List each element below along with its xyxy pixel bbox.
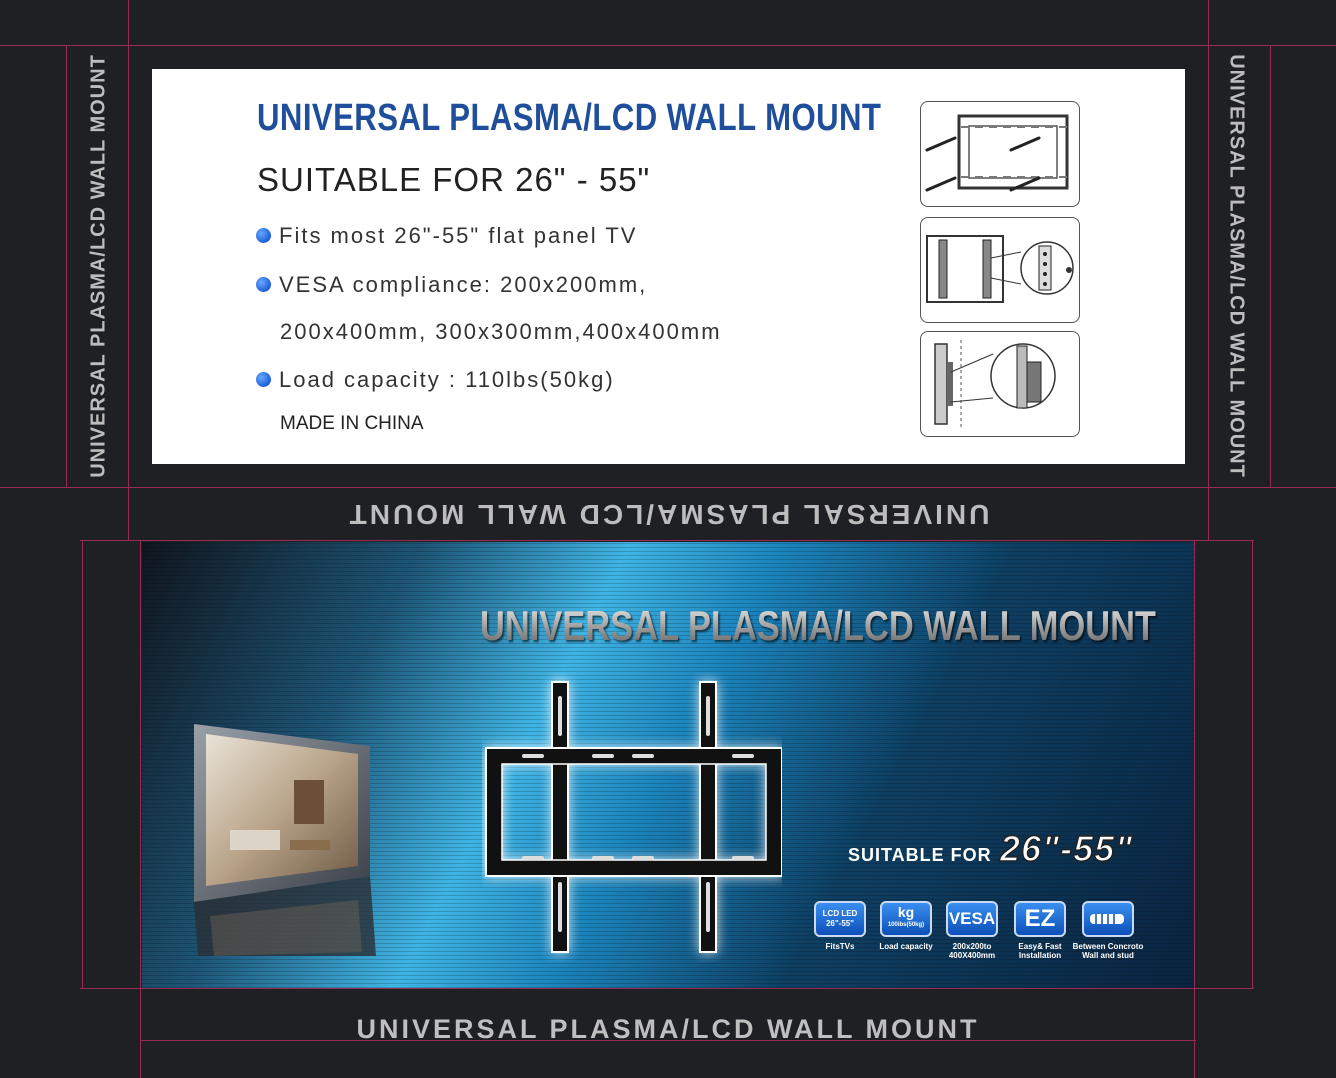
tv-image-icon [190, 720, 390, 960]
easy-install-icon: EZ [1014, 901, 1066, 937]
fold-line [1270, 45, 1271, 487]
side-view-diagram-icon [921, 332, 1079, 436]
bullet-icon [256, 372, 271, 387]
feature-caption: Load capacity [879, 942, 933, 951]
wall-mount-bracket-icon [482, 672, 782, 962]
front-title: UNIVERSAL PLASMA/LCD WALL MOUNT [480, 602, 1157, 649]
front-panel [142, 542, 1194, 988]
feature-item-continued: 200x400mm, 300x300mm,400x400mm [280, 319, 722, 344]
fold-line [1252, 540, 1253, 988]
wall-plate-diagram-icon [921, 102, 1079, 206]
lcd-led-size-icon: LCD LED 26"-55" [814, 901, 866, 937]
install-diagram-screws [920, 101, 1080, 207]
fold-line [140, 540, 141, 1078]
bracket-diagram-icon [921, 218, 1079, 322]
install-diagram-side-view [920, 331, 1080, 437]
bullet-icon [256, 277, 271, 292]
size-range-label: 26"-55" [1000, 828, 1134, 869]
feature-caption: Between Concroto Wall and stud [1072, 942, 1144, 960]
wall-anchor-screw-icon [1082, 901, 1134, 937]
fold-line [1194, 540, 1195, 1078]
feature-caption: FitsTVs [825, 942, 855, 951]
bullet-icon [256, 228, 271, 243]
feature-item: Load capacity : 110lbs(50kg) [256, 367, 615, 393]
feature-caption: Easy& Fast Installation [1018, 942, 1062, 960]
fold-line [0, 45, 1336, 46]
weight-kg-icon: kg 100ibs(50kg) [880, 901, 932, 937]
suitable-for-label: SUITABLE FOR [848, 845, 992, 865]
info-panel [152, 69, 1185, 464]
made-in-label: MADE IN CHINA [280, 413, 424, 434]
side-label-right: UNIVERSAL PLASMA/LCD WALL MOUNT [1225, 54, 1248, 478]
bottom-flap-label: UNIVERSAL PLASMA/LCD WALL MOUNT [356, 1014, 980, 1044]
side-label-left: UNIVERSAL PLASMA/LCD WALL MOUNT [87, 54, 110, 478]
fold-line [128, 0, 129, 540]
install-diagram-brackets [920, 217, 1080, 323]
info-subtitle: SUITABLE FOR 26" - 55" [257, 161, 651, 198]
fold-line [80, 540, 1254, 541]
vesa-icon: VESA [946, 901, 998, 937]
fold-line [82, 540, 83, 988]
feature-item: Fits most 26"-55" flat panel TV [256, 223, 637, 249]
fold-line [80, 988, 1254, 989]
fold-line [0, 487, 1336, 488]
fold-line [1208, 0, 1209, 540]
feature-caption: 200x200to 400X400mm [948, 942, 996, 960]
feature-item: VESA compliance: 200x200mm, [256, 272, 647, 298]
fold-line [66, 45, 67, 487]
flap-label-inverted: UNIVERSAL PLASMA/LCD WALL MOUNT [346, 499, 990, 530]
info-title: UNIVERSAL PLASMA/LCD WALL MOUNT [257, 97, 882, 139]
